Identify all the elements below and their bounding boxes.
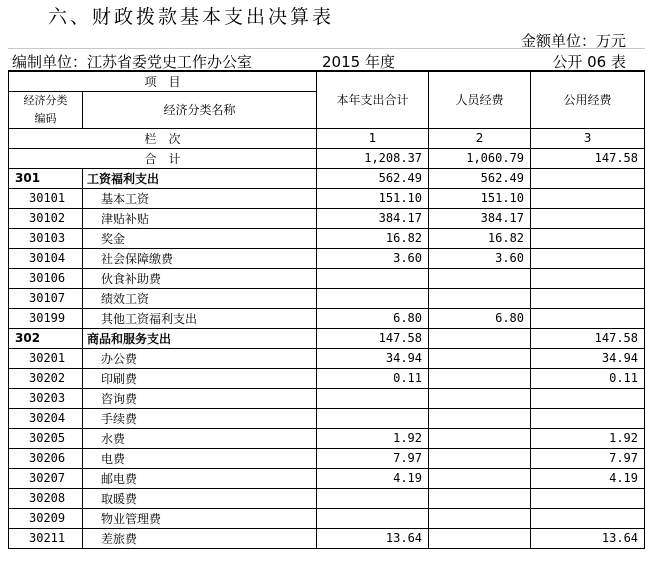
row-personnel: 562.49 [429,168,531,188]
row-total: 384.17 [317,208,429,228]
row-name: 咨询费 [83,388,317,408]
row-personnel [429,528,531,548]
row-total: 34.94 [317,348,429,368]
row-code: 30207 [9,468,83,488]
row-name: 工资福利支出 [83,168,317,188]
unit-label: 金额单位：万元 [520,32,626,50]
row-personnel [429,468,531,488]
row-total: 6.80 [317,308,429,328]
row-total: 16.82 [317,228,429,248]
row-code: 30204 [9,408,83,428]
table-row [9,328,645,348]
row-total: 3.60 [317,248,429,268]
row-code: 30209 [9,508,83,528]
row-public [531,268,645,288]
table-row [9,288,645,308]
row-public: 7.97 [531,448,645,468]
table-row [9,408,645,428]
row-public [531,168,645,188]
form-code: 公开 06 表 [552,53,626,71]
expenditure-table [8,70,645,549]
row-personnel [429,368,531,388]
row-public [531,508,645,528]
row-public: 13.64 [531,528,645,548]
row-personnel: 384.17 [429,208,531,228]
row-code: 301 [9,168,83,188]
row-name: 物业管理费 [83,508,317,528]
col-index-1: 1 [317,128,429,148]
header-code [9,91,83,128]
year-label: 2015 年度 [322,53,395,71]
row-public [531,288,645,308]
row-name: 其他工资福利支出 [83,308,317,328]
row-public [531,228,645,248]
row-personnel: 6.80 [429,308,531,328]
row-personnel [429,488,531,508]
row-code: 30103 [9,228,83,248]
table-row [9,448,645,468]
table-row [9,488,645,508]
header-total: 本年支出合计 [317,71,429,128]
row-total [317,508,429,528]
table-row [9,528,645,548]
row-name: 绩效工资 [83,288,317,308]
header-row-1 [9,71,645,91]
header-name: 经济分类名称 [83,91,317,128]
row-personnel [429,428,531,448]
row-code: 30101 [9,188,83,208]
table-row [9,228,645,248]
row-public [531,208,645,228]
row-code: 30201 [9,348,83,368]
row-personnel: 151.10 [429,188,531,208]
header-item: 项 目 [9,71,317,91]
table-row [9,428,645,448]
row-total: 0.11 [317,368,429,388]
row-personnel [429,328,531,348]
row-name: 伙食补助费 [83,268,317,288]
row-name: 印刷费 [83,368,317,388]
row-total: 1.92 [317,428,429,448]
header-code-line2: 编码 [34,111,57,125]
table-row [9,368,645,388]
table-row [9,308,645,328]
row-total: 13.64 [317,528,429,548]
row-code: 30203 [9,388,83,408]
row-public [531,408,645,428]
table-row [9,388,645,408]
table-row [9,508,645,528]
table-row [9,168,645,188]
row-name: 取暖费 [83,488,317,508]
index-row [9,128,645,148]
row-name: 基本工资 [83,188,317,208]
report-title: 六、财政拨款基本支出决算表 [48,6,335,28]
row-total [317,408,429,428]
row-public [531,308,645,328]
row-code: 30205 [9,428,83,448]
row-name: 社会保障缴费 [83,248,317,268]
table-row [9,468,645,488]
table-row [9,208,645,228]
row-code: 30106 [9,268,83,288]
row-public: 147.58 [531,328,645,348]
row-name: 商品和服务支出 [83,328,317,348]
row-code: 30199 [9,308,83,328]
row-public [531,248,645,268]
divider [8,48,645,49]
row-total [317,288,429,308]
total-label: 合 计 [9,148,317,168]
row-personnel [429,408,531,428]
row-total: 151.10 [317,188,429,208]
row-personnel [429,388,531,408]
table-row [9,348,645,368]
row-code: 30107 [9,288,83,308]
row-name: 奖金 [83,228,317,248]
col-index-2: 2 [429,128,531,148]
row-public: 1.92 [531,428,645,448]
row-code: 30206 [9,448,83,468]
row-personnel [429,448,531,468]
row-total: 147.58 [317,328,429,348]
row-public [531,388,645,408]
row-total: 7.97 [317,448,429,468]
org-label: 编制单位：江苏省委党史工作办公室 [12,53,253,71]
header-public: 公用经费 [531,71,645,128]
row-total [317,488,429,508]
row-name: 差旅费 [83,528,317,548]
table-row [9,248,645,268]
row-personnel [429,288,531,308]
row-code: 30104 [9,248,83,268]
row-public: 4.19 [531,468,645,488]
row-code: 30202 [9,368,83,388]
row-personnel [429,508,531,528]
row-code: 30102 [9,208,83,228]
row-public: 0.11 [531,368,645,388]
row-code: 30208 [9,488,83,508]
row-public [531,488,645,508]
row-name: 津贴补贴 [83,208,317,228]
total-row [9,148,645,168]
row-name: 电费 [83,448,317,468]
row-personnel: 16.82 [429,228,531,248]
row-name: 手续费 [83,408,317,428]
table-row [9,268,645,288]
total-public: 147.58 [531,148,645,168]
header-personnel: 人员经费 [429,71,531,128]
header-code-line1: 经济分类 [23,93,68,107]
row-personnel: 3.60 [429,248,531,268]
row-index-label: 栏 次 [9,128,317,148]
row-public [531,188,645,208]
row-total: 562.49 [317,168,429,188]
total-personnel: 1,060.79 [429,148,531,168]
row-code: 30211 [9,528,83,548]
row-name: 水费 [83,428,317,448]
row-total [317,268,429,288]
col-index-3: 3 [531,128,645,148]
row-name: 办公费 [83,348,317,368]
table-row [9,188,645,208]
row-name: 邮电费 [83,468,317,488]
row-public: 34.94 [531,348,645,368]
row-total [317,388,429,408]
row-personnel [429,348,531,368]
row-personnel [429,268,531,288]
row-code: 302 [9,328,83,348]
row-total: 4.19 [317,468,429,488]
total-total: 1,208.37 [317,148,429,168]
